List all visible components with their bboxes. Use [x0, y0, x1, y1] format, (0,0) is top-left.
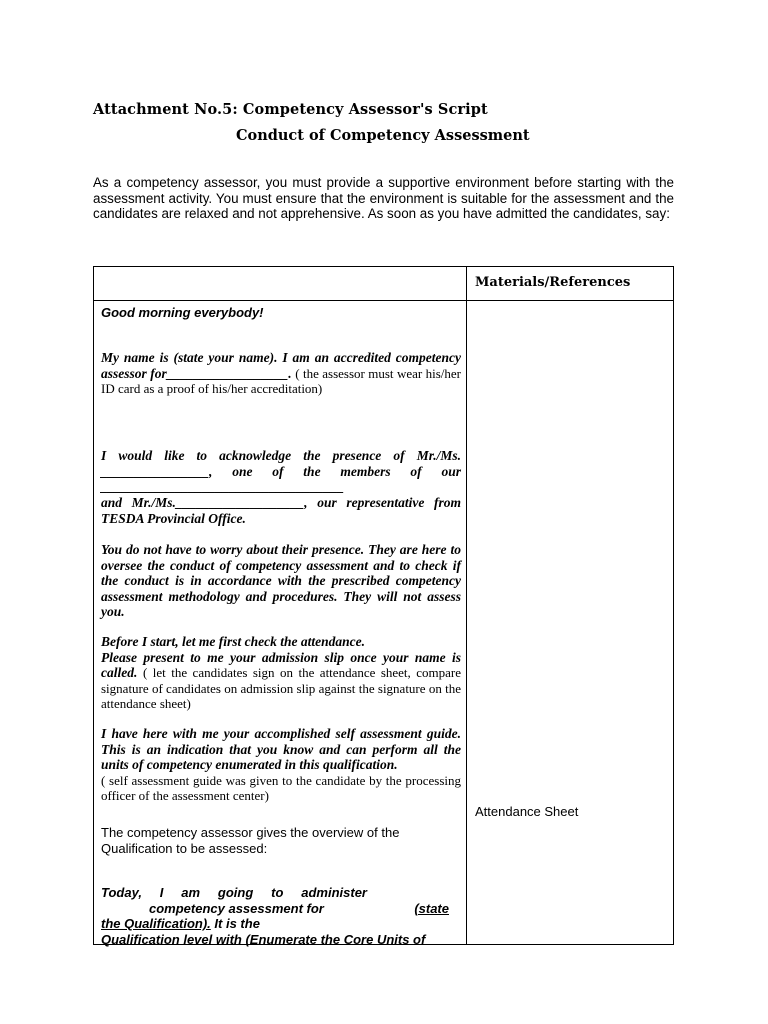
header-divider: [94, 300, 673, 301]
reassure-text: You do not have to worry about their presence. They are here to oversee the conduct of competency assessment and to check if the conduct is in accordance with the prescribed competency assessment methodology and procedures. They will not assess you.: [101, 542, 461, 619]
today-line-2: competency assessment for (state: [149, 900, 449, 916]
attendance-line-2: Please present to me your admission slip once your name is called.: [101, 649, 461, 680]
today-block: [101, 885, 461, 947]
today-line-1: Today, I am going to administer: [101, 885, 367, 900]
attendance-note: ( let the candidates sign on the attendance sheet, compare signature of candidates on admission slip against the signature on the attendance sheet): [101, 665, 462, 711]
acknowledge-text-1: I would like to acknowledge the presence of Mr./Ms. ________________, one of the members of our ____________________________________: [101, 448, 461, 494]
overview-text: The competency assessor gives the overview of the Qualification to be assessed:: [101, 825, 400, 856]
page-subtitle: Conduct of Competency Assessment: [236, 127, 530, 144]
page-title: Attachment No.5: Competency Assessor's Script: [93, 101, 488, 118]
self-assessment-text: I have here with me your accomplished self assessment guide. This is an indication that you know and can perform all the units of competency enumerated in this qualification.: [101, 726, 461, 772]
script-table: [93, 266, 674, 945]
name-intro-text: My name is (state your name). I am an accredited competency assessor for__________________.: [101, 350, 461, 381]
greeting-text: Good morning everybody!: [101, 305, 264, 320]
name-intro-note: ( the assessor must wear his/her ID card as a proof of his/her accreditation): [101, 365, 461, 396]
attendance-block: [101, 634, 461, 712]
self-assessment-note: ( self assessment guide was given to the candidate by the processing officer of the assessment center): [101, 772, 461, 803]
intro-paragraph: As a competency assessor, you must provide a supportive environment before starting with the assessment activity. You must ensure that the environment is suitable for the assessment and the candidates are relaxed and not apprehensive. As soon as you have admitted the candidates, say:: [93, 175, 674, 221]
attendance-line-1: Before I start, let me first check the attendance.: [101, 634, 365, 649]
today-line-4: Qualification level with (Enumerate the Core Units of: [101, 931, 426, 947]
materials-column-header: Materials/References: [475, 275, 631, 290]
self-assessment-block: [101, 726, 461, 804]
column-divider: [466, 267, 467, 944]
today-line-3: the Qualification). It is the: [101, 916, 260, 931]
materials-attendance-sheet: Attendance Sheet: [475, 804, 579, 819]
name-intro-block: [101, 350, 461, 397]
acknowledge-text-2: and Mr./Ms.___________________, our representative from TESDA Provincial Office.: [101, 495, 461, 526]
